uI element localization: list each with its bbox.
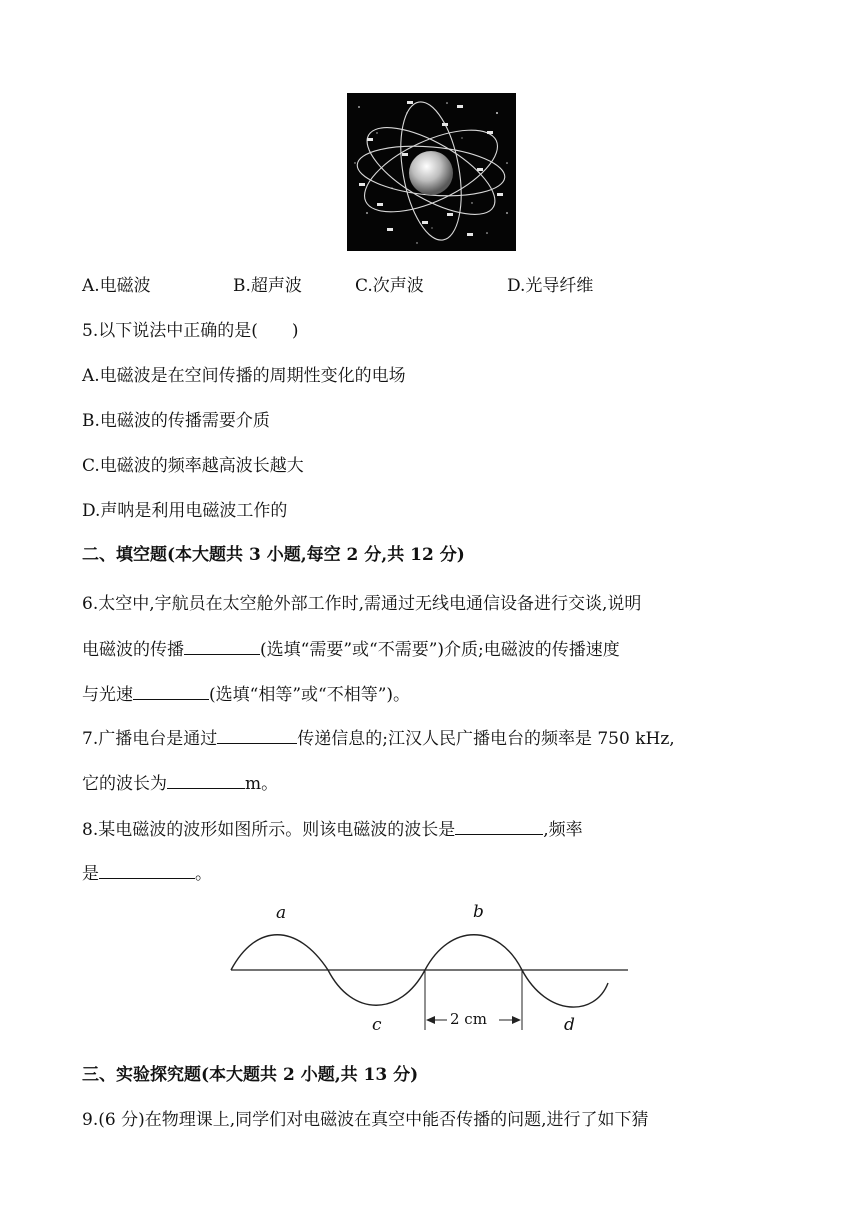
q8-line-1-text-b: ,频率 xyxy=(543,820,583,840)
satellite-orbit-image xyxy=(347,93,516,251)
q6-line-3-text-a: 与光速 xyxy=(82,685,133,705)
q7-blank-2[interactable] xyxy=(167,770,245,789)
q4-option-a: A.电磁波 xyxy=(82,276,151,296)
q6-line-2-text-a: 电磁波的传播 xyxy=(82,640,184,660)
section-2-title: 二、填空题(本大题共 3 小题,每空 2 分,共 12 分) xyxy=(82,545,465,565)
q5-option-b: B.电磁波的传播需要介质 xyxy=(82,411,270,431)
q7-line-1 xyxy=(82,725,675,751)
wave-diagram xyxy=(225,895,635,1045)
q7-line-2 xyxy=(82,770,278,796)
arrow-right-head xyxy=(512,1016,521,1024)
q6-blank-2[interactable] xyxy=(133,681,209,700)
wave-label-d: d xyxy=(564,1015,575,1035)
q6-line-2-text-b: (选填“需要”或“不需要”)介质;电磁波的传播速度 xyxy=(260,640,620,660)
arrow-left-head xyxy=(426,1016,435,1024)
q5-option-d: D.声呐是利用电磁波工作的 xyxy=(82,501,288,521)
q8-line-1 xyxy=(82,816,583,842)
q4-option-c: C.次声波 xyxy=(355,276,424,296)
q8-line-2 xyxy=(82,860,212,886)
section-3-title: 三、实验探究题(本大题共 2 小题,共 13 分) xyxy=(82,1065,419,1085)
q4-option-b: B.超声波 xyxy=(233,276,302,296)
q4-option-d: D.光导纤维 xyxy=(507,276,594,296)
q6-line-3 xyxy=(82,681,410,707)
q5-stem: 5.以下说法中正确的是( ) xyxy=(82,321,299,341)
q8-line-1-text-a: 8.某电磁波的波形如图所示。则该电磁波的波长是 xyxy=(82,820,456,840)
q8-line-2-text-a: 是 xyxy=(82,864,99,884)
wave-distance-label: 2 cm xyxy=(450,1010,487,1028)
q7-line-1-text-a: 7.广播电台是通过 xyxy=(82,729,218,749)
wave-label-b: b xyxy=(473,902,484,922)
q7-line-2-text-b: m。 xyxy=(245,774,279,794)
q7-blank-1[interactable] xyxy=(217,725,297,744)
wave-label-c: c xyxy=(372,1015,382,1035)
q7-line-2-text-a: 它的波长为 xyxy=(82,774,167,794)
q6-blank-1[interactable] xyxy=(184,636,260,655)
q8-blank-1[interactable] xyxy=(455,816,543,835)
q6-line-2 xyxy=(82,636,620,662)
q5-option-a: A.电磁波是在空间传播的周期性变化的电场 xyxy=(82,366,406,386)
q9-line-1: 9.(6 分)在物理课上,同学们对电磁波在真空中能否传播的问题,进行了如下猜 xyxy=(82,1110,649,1130)
wave-curve xyxy=(231,935,608,1007)
q8-blank-2[interactable] xyxy=(99,860,195,879)
q6-line-3-text-b: (选填“相等”或“不相等”)。 xyxy=(209,685,411,705)
q6-line-1: 6.太空中,宇航员在太空舱外部工作时,需通过无线电通信设备进行交谈,说明 xyxy=(82,594,642,614)
q7-line-1-text-b: 传递信息的;江汉人民广播电台的频率是 750 kHz, xyxy=(297,729,675,749)
q8-line-2-text-b: 。 xyxy=(195,864,212,884)
wave-label-a: a xyxy=(276,903,287,923)
q5-option-c: C.电磁波的频率越高波长越大 xyxy=(82,456,304,476)
